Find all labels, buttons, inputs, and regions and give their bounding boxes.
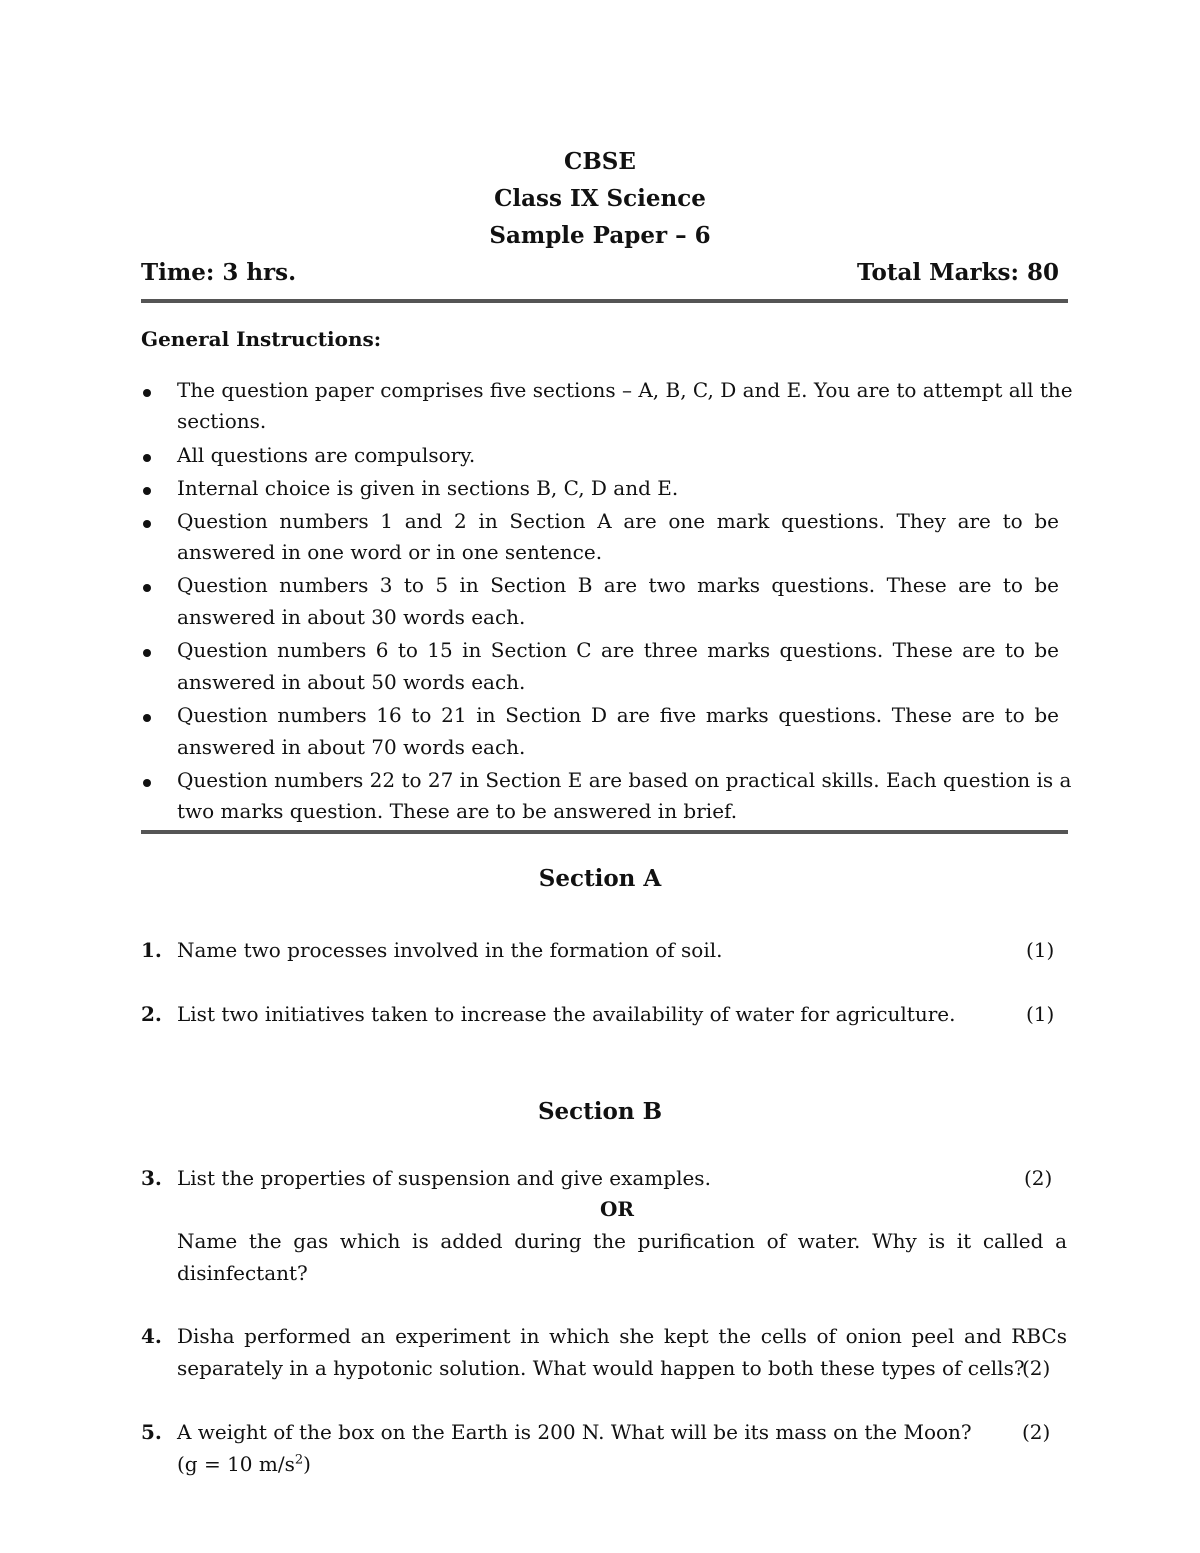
paper-title: Sample Paper – 6 [489,222,711,249]
question-text: A weight of the box on the Earth is 200 N. What will be its mass on the Moon? [177,1420,972,1444]
instruction-line: answered in about 70 words each. [177,735,526,759]
question-marks: (1) [1026,1002,1055,1026]
instruction-line: The question paper comprises five sections – A, B, C, D and E. You are to attempt all the [177,378,1073,402]
instruction-line: Question numbers 6 to 15 in Section C are three marks questions. These are to be [177,638,1059,662]
instruction-line: Question numbers 1 and 2 in Section A are one mark questions. They are to be [177,509,1059,533]
bullet-icon [143,487,151,495]
instruction-line: answered in one word or in one sentence. [177,540,603,564]
question-text: Name two processes involved in the formation of soil. [177,938,723,962]
bullet-icon [143,714,151,722]
question-alt-text: Name the gas which is added during the purification of water. Why is it called a [177,1229,1067,1253]
total-marks-label: Total Marks: 80 [857,259,1059,286]
question-number: 3. [141,1166,162,1190]
given-formula-end: ) [303,1452,311,1476]
header-divider [141,299,1068,303]
question-marks: (2) [1022,1356,1051,1380]
instruction-line: sections. [177,409,267,433]
question-number: 4. [141,1324,162,1348]
question-number: 1. [141,938,162,962]
question-marks: (2) [1022,1420,1051,1444]
instruction-line: Question numbers 16 to 21 in Section D are five marks questions. These are to be [177,703,1059,727]
question-number: 2. [141,1002,162,1026]
section-a-title: Section A [538,865,662,892]
bullet-icon [143,520,151,528]
instruction-line: All questions are compulsory. [177,443,476,467]
section-b-title: Section B [537,1098,663,1125]
bullet-icon [143,454,151,462]
instructions-divider [141,830,1068,834]
question-text: List two initiatives taken to increase the availability of water for agriculture. [177,1002,956,1026]
board-title: CBSE [564,148,636,175]
question-marks: (1) [1026,938,1055,962]
instruction-line: answered in about 30 words each. [177,605,526,629]
bullet-icon [143,389,151,397]
given-formula-text: (g = 10 m/s [177,1452,295,1476]
given-formula-exponent: 2 [294,1452,304,1468]
question-text: separately in a hypotonic solution. What would happen to both these types of cells? [177,1356,1025,1380]
instruction-line: answered in about 50 words each. [177,670,526,694]
time-label: Time: 3 hrs. [141,259,297,286]
question-marks: (2) [1024,1166,1053,1190]
instructions-title: General Instructions: [141,327,382,351]
given-formula [177,1452,311,1476]
subject-title: Class IX Science [494,185,706,212]
question-text: List the properties of suspension and give examples. [177,1166,711,1190]
or-label: OR [600,1197,635,1221]
question-number: 5. [141,1420,162,1444]
instruction-line: two marks question. These are to be answered in brief. [177,799,738,823]
bullet-icon [143,779,151,787]
instruction-line: Internal choice is given in sections B, C, D and E. [177,476,679,500]
instruction-line: Question numbers 3 to 5 in Section B are two marks questions. These are to be [177,573,1059,597]
instruction-line: Question numbers 22 to 27 in Section E are based on practical skills. Each question is a [177,768,1072,792]
question-alt-text: disinfectant? [177,1261,308,1285]
bullet-icon [143,649,151,657]
question-text: Disha performed an experiment in which she kept the cells of onion peel and RBCs [177,1324,1067,1348]
bullet-icon [143,584,151,592]
